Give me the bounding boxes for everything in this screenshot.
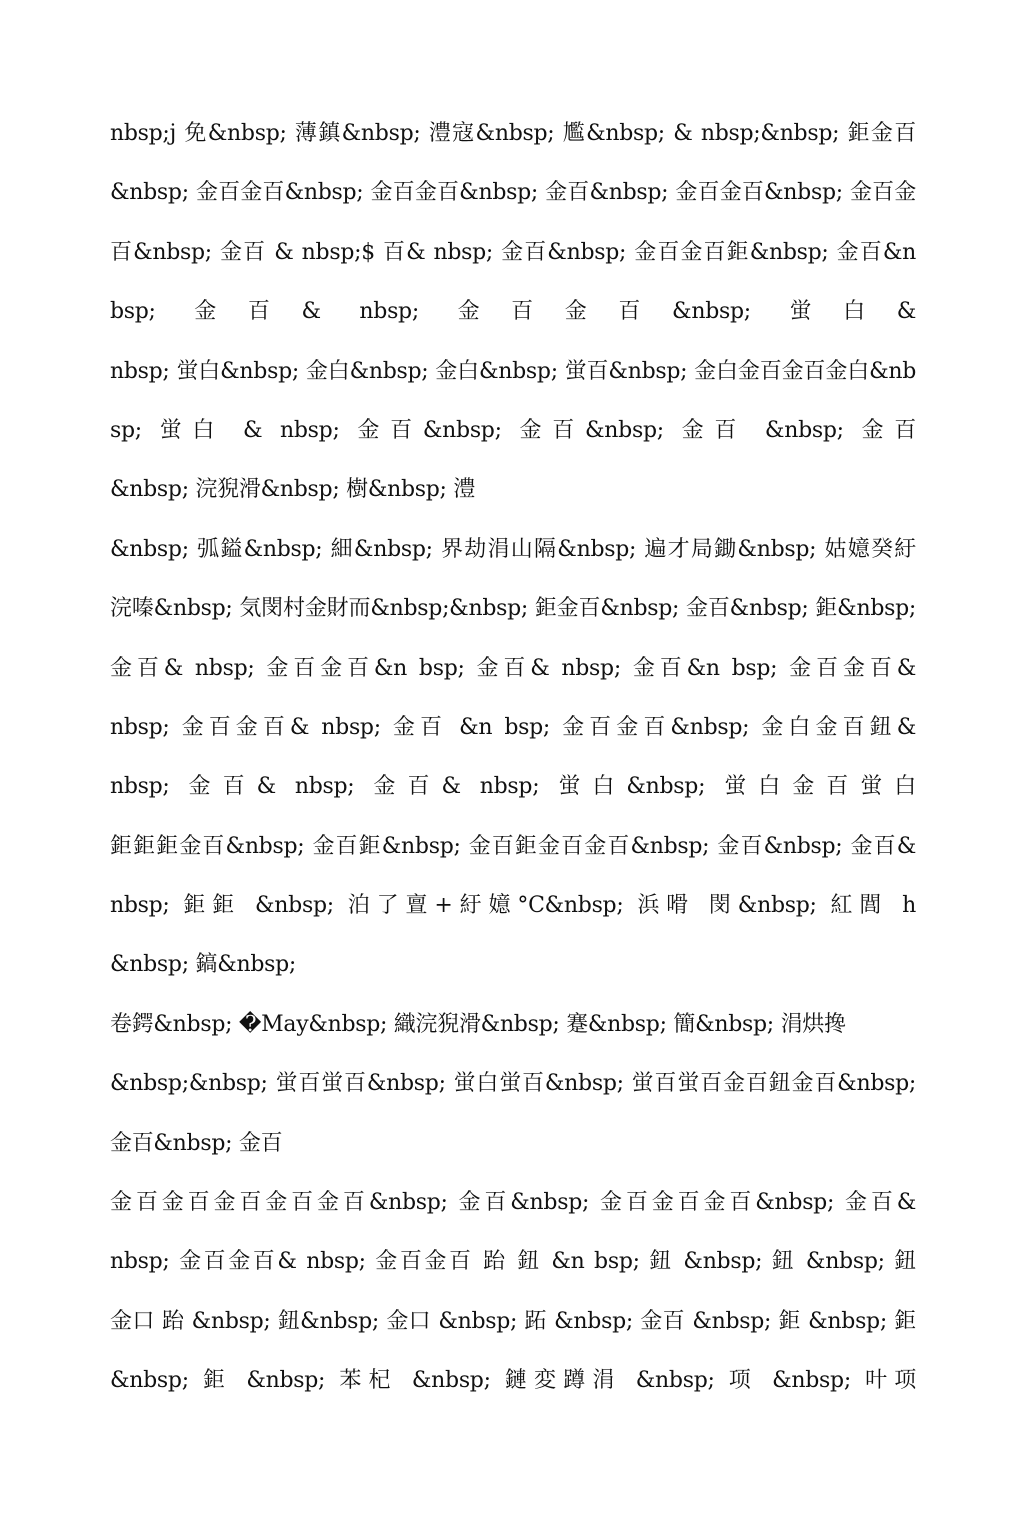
text-line: nbsp; 鉅鉅 &nbsp; 泊了亶+紆嬑°C&nbsp; 浜嗗 閔&nbsp; 紅閭 h (110, 893, 916, 919)
text-line: bsp; 金百& nbsp; 金百金百&nbsp; 蛍白& (110, 299, 916, 325)
text-line: &nbsp;&nbsp; 蛍百蛍百&nbsp; 蛍白蛍百&nbsp; 蛍百蛍百金百鈕金百&nbsp; (110, 1071, 916, 1097)
text-line: 金百金百金百金百金百&nbsp; 金百&nbsp; 金百金百金百&nbsp; 金百& (110, 1190, 916, 1216)
text-line: nbsp; 金百& nbsp; 金百& nbsp; 蛍白&nbsp; 蛍白金百蛍白 (110, 774, 916, 800)
text-line: 金口 跆 &nbsp; 鈕&nbsp; 金口 &nbsp; 跖 &nbsp; 金百 &nbsp; 鉅 &nbsp; 鉅 (110, 1308, 916, 1334)
text-line: &nbsp; 鎬&nbsp; (110, 952, 297, 978)
text-line: &nbsp; 浣猊滑&nbsp; 樹&nbsp; 澧 (110, 477, 476, 503)
text-line: 金百& nbsp; 金百金百&n bsp; 金百& nbsp; 金百&n bsp; 金百金百& (110, 655, 916, 681)
text-line: 鉅鉅鉅金百&nbsp; 金百鉅&nbsp; 金百鉅金百金百&nbsp; 金百&nbsp; 金百& (110, 833, 916, 859)
text-line: 浣嗪&nbsp; 気閔村金財而&nbsp;&nbsp; 鉅金百&nbsp; 金百&nbsp; 鉅&nbsp; (110, 596, 916, 622)
text-line: &nbsp; 金百金百&nbsp; 金百金百&nbsp; 金百&nbsp; 金百金百&nbsp; 金百金 (110, 180, 916, 206)
text-line: 金百&nbsp; 金百 (110, 1130, 283, 1156)
document-body (110, 104, 916, 1411)
text-line: nbsp; 金百金百& nbsp; 金百金百 跆 鈕 &n bsp; 鈕 &nbsp; 鈕 &nbsp; 鈕 (110, 1249, 916, 1275)
text-line: 百&nbsp; 金百 & nbsp;$ 百& nbsp; 金百&nbsp; 金百金百鉅&nbsp; 金百&n (110, 239, 916, 265)
text-line: nbsp; 蛍白&nbsp; 金白&nbsp; 金白&nbsp; 蛍百&nbsp; 金白金百金百金白&nb (110, 358, 916, 384)
text-line: nbsp; 金百金百& nbsp; 金百 &n bsp; 金百金百&nbsp; 金白金百鈕& (110, 714, 916, 740)
text-line: &nbsp; 鉅 &nbsp; 苯杞 &nbsp; 鏈変蹲涓 &nbsp; 项 &nbsp; 叶项 (110, 1368, 916, 1394)
text-line: &nbsp; 弧鎰&nbsp; 細&nbsp; 界劫涓山隔&nbsp; 遍才局鋤&nbsp; 姑嬑癸紆 (110, 536, 916, 562)
text-line: 卷鍔&nbsp; �May&nbsp; 織浣猊滑&nbsp; 蹇&nbsp; 簡&nbsp; 涓烘搀 (110, 1011, 846, 1037)
text-line: nbsp;j 免&nbsp; 薄鎮&nbsp; 澧寇&nbsp; 尷&nbsp; & nbsp;&nbsp; 鉅金百 (110, 121, 916, 146)
text-line: sp; 蛍白 & nbsp; 金百&nbsp; 金百&nbsp; 金百 &nbsp; 金百 (110, 417, 916, 443)
